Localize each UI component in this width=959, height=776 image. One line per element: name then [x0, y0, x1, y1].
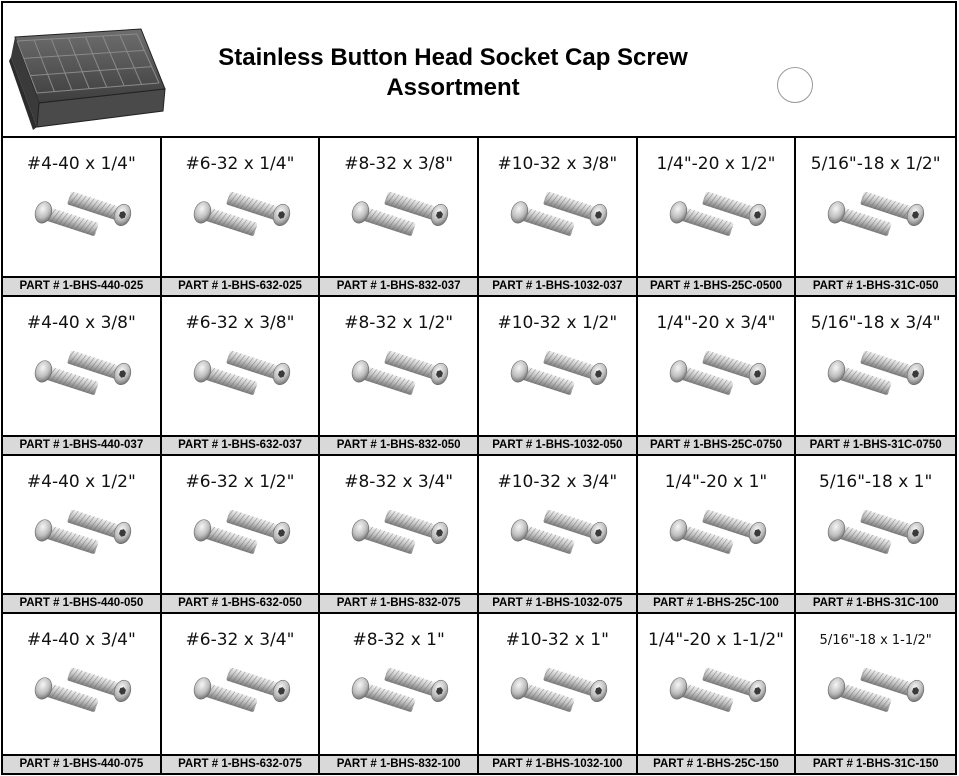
- assortment-sheet: [1, 1, 957, 775]
- screw-size-label: #4-40 x 1/2": [26, 471, 136, 492]
- screw-size-label: 1/4"-20 x 1": [664, 471, 768, 492]
- product-cell: [320, 456, 479, 615]
- product-cell: [320, 614, 479, 773]
- header: [3, 3, 955, 138]
- screw-size-label: #6-32 x 1/4": [185, 154, 295, 174]
- part-number-label: PART # 1-BHS-832-100: [320, 754, 477, 773]
- button-head-screw-icon: [826, 192, 926, 248]
- page-title: [173, 43, 733, 103]
- part-number-label: PART # 1-BHS-632-025: [162, 276, 319, 295]
- screw-size-label: #10-32 x 1": [505, 630, 609, 651]
- product-cell: [320, 138, 479, 297]
- part-number-label: PART # 1-BHS-1032-037: [479, 276, 636, 295]
- title-line-2: Assortment: [386, 74, 520, 101]
- button-head-screw-icon: [668, 668, 768, 724]
- product-cell: [479, 297, 638, 456]
- product-cell: [479, 456, 638, 615]
- product-cell: [638, 297, 797, 456]
- screw-size-label: #8-32 x 1/2": [344, 312, 454, 333]
- screw-size-label: 5/16"-18 x 1": [819, 471, 933, 492]
- product-cell: [3, 138, 162, 297]
- screw-size-label: 1/4"-20 x 1-1/2": [648, 630, 784, 651]
- button-head-screw-icon: [33, 192, 133, 248]
- product-cell: [3, 297, 162, 456]
- screw-size-label: 1/4"-20 x 3/4": [656, 312, 776, 333]
- product-cell: [3, 614, 162, 773]
- part-number-label: PART # 1-BHS-632-037: [162, 435, 319, 454]
- button-head-screw-icon: [192, 668, 292, 724]
- button-head-screw-icon: [826, 351, 926, 407]
- product-cell: [638, 138, 797, 297]
- title-line-1: Stainless Button Head Socket Cap Screw: [218, 44, 688, 71]
- button-head-screw-icon: [350, 351, 450, 407]
- product-cell: [162, 614, 321, 773]
- product-cell: [796, 138, 955, 297]
- product-cell: [162, 297, 321, 456]
- metal-compartment-tray-icon: [9, 27, 167, 131]
- part-number-label: PART # 1-BHS-25C-0750: [638, 435, 795, 454]
- button-head-screw-icon: [350, 192, 450, 248]
- product-cell: [162, 456, 321, 615]
- screw-size-label: #4-40 x 1/4": [26, 154, 136, 174]
- screw-size-label: #8-32 x 1": [352, 630, 445, 651]
- part-number-label: PART # 1-BHS-440-075: [3, 754, 160, 773]
- screw-size-label: 5/16"-18 x 1-1/2": [819, 633, 932, 649]
- product-cell: [638, 456, 797, 615]
- part-number-label: PART # 1-BHS-25C-100: [638, 593, 795, 612]
- button-head-screw-icon: [668, 192, 768, 248]
- product-cell: [3, 456, 162, 615]
- part-number-label: PART # 1-BHS-832-037: [320, 276, 477, 295]
- screw-size-label: #8-32 x 3/8": [344, 154, 454, 174]
- product-cell: [638, 614, 797, 773]
- product-cell: [796, 456, 955, 615]
- part-number-label: PART # 1-BHS-31C-0750: [796, 435, 955, 454]
- screw-size-label: #8-32 x 3/4": [344, 471, 454, 492]
- part-number-label: PART # 1-BHS-1032-050: [479, 435, 636, 454]
- product-cell: [320, 297, 479, 456]
- part-number-label: PART # 1-BHS-1032-075: [479, 593, 636, 612]
- part-number-label: PART # 1-BHS-25C-0500: [638, 276, 795, 295]
- screw-size-label: #6-32 x 1/2": [185, 471, 295, 492]
- part-number-label: PART # 1-BHS-31C-100: [796, 593, 955, 612]
- screw-size-label: #4-40 x 3/4": [26, 630, 136, 651]
- button-head-screw-icon: [192, 351, 292, 407]
- part-number-label: PART # 1-BHS-440-037: [3, 435, 160, 454]
- button-head-screw-icon: [350, 668, 450, 724]
- part-number-label: PART # 1-BHS-440-025: [3, 276, 160, 295]
- screw-size-label: #4-40 x 3/8": [26, 312, 136, 333]
- screw-size-label: #10-32 x 3/8": [497, 154, 618, 174]
- button-head-screw-icon: [668, 510, 768, 566]
- button-head-screw-icon: [509, 510, 609, 566]
- circle-mark-icon: [777, 67, 813, 103]
- product-cell: [479, 614, 638, 773]
- button-head-screw-icon: [509, 192, 609, 248]
- screw-size-label: #6-32 x 3/4": [185, 630, 295, 651]
- button-head-screw-icon: [826, 668, 926, 724]
- product-cell: [796, 614, 955, 773]
- button-head-screw-icon: [826, 510, 926, 566]
- part-number-label: PART # 1-BHS-632-050: [162, 593, 319, 612]
- product-cell: [479, 138, 638, 297]
- product-cell: [796, 297, 955, 456]
- button-head-screw-icon: [33, 668, 133, 724]
- screw-size-label: 5/16"-18 x 1/2": [810, 154, 941, 174]
- button-head-screw-icon: [33, 351, 133, 407]
- button-head-screw-icon: [668, 351, 768, 407]
- part-number-label: PART # 1-BHS-1032-100: [479, 754, 636, 773]
- button-head-screw-icon: [192, 510, 292, 566]
- button-head-screw-icon: [509, 351, 609, 407]
- product-grid: [3, 138, 955, 773]
- button-head-screw-icon: [350, 510, 450, 566]
- button-head-screw-icon: [192, 192, 292, 248]
- part-number-label: PART # 1-BHS-440-050: [3, 593, 160, 612]
- part-number-label: PART # 1-BHS-832-050: [320, 435, 477, 454]
- screw-size-label: 1/4"-20 x 1/2": [656, 154, 776, 174]
- part-number-label: PART # 1-BHS-25C-150: [638, 754, 795, 773]
- part-number-label: PART # 1-BHS-632-075: [162, 754, 319, 773]
- product-cell: [162, 138, 321, 297]
- button-head-screw-icon: [509, 668, 609, 724]
- screw-size-label: #10-32 x 1/2": [497, 312, 618, 333]
- part-number-label: PART # 1-BHS-832-075: [320, 593, 477, 612]
- screw-size-label: 5/16"-18 x 3/4": [810, 312, 941, 333]
- part-number-label: PART # 1-BHS-31C-150: [796, 754, 955, 773]
- screw-size-label: #6-32 x 3/8": [185, 312, 295, 333]
- part-number-label: PART # 1-BHS-31C-050: [796, 276, 955, 295]
- button-head-screw-icon: [33, 510, 133, 566]
- screw-size-label: #10-32 x 3/4": [497, 471, 618, 492]
